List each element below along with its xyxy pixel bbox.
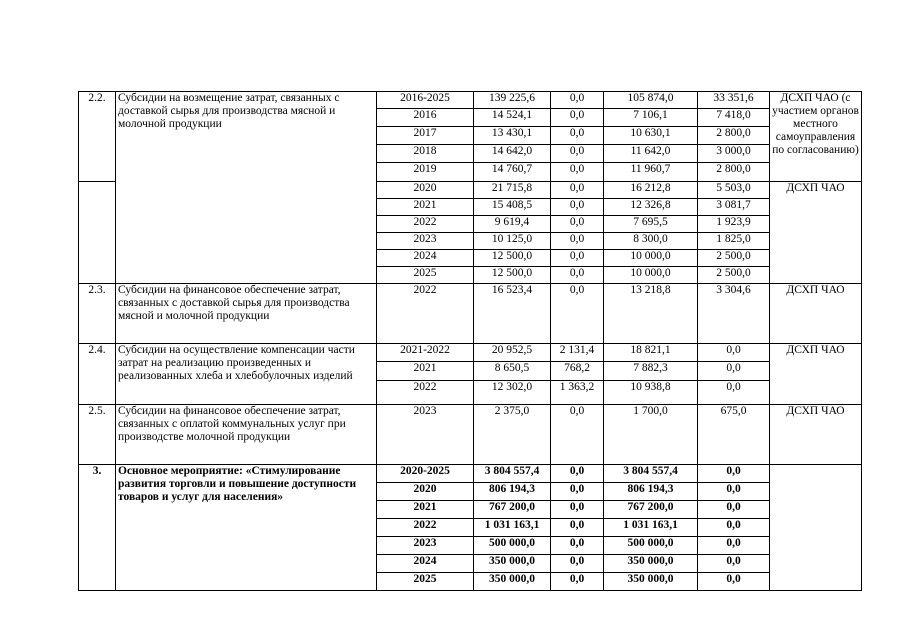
year-cell: 2020-2025 <box>377 465 474 483</box>
regional-cell: 500 000,0 <box>604 537 698 555</box>
local-cell: 3 081,7 <box>698 199 770 216</box>
local-cell: 0,0 <box>698 381 770 405</box>
executor-cell: ДСХП ЧАО (с участием органов местного самоуправления по согласованию) <box>770 92 862 182</box>
item-number: 3. <box>79 465 116 591</box>
year-cell: 2025 <box>377 573 474 591</box>
federal-cell: 0,0 <box>551 537 604 555</box>
regional-cell: 10 000,0 <box>604 267 698 284</box>
year-cell: 2025 <box>377 267 474 284</box>
executor-cell <box>770 465 862 591</box>
executor-cell: ДСХП ЧАО <box>770 405 862 465</box>
total-cell: 14 524,1 <box>474 109 551 127</box>
regional-cell: 10 000,0 <box>604 250 698 267</box>
year-cell: 2024 <box>377 555 474 573</box>
federal-cell: 0,0 <box>551 267 604 284</box>
item-number: 2.5. <box>79 405 116 465</box>
program-table <box>78 91 862 591</box>
local-cell: 2 800,0 <box>698 127 770 145</box>
local-cell: 3 304,6 <box>698 284 770 344</box>
item-number: 2.3. <box>79 284 116 344</box>
total-cell: 10 125,0 <box>474 233 551 250</box>
regional-cell: 7 695,5 <box>604 216 698 233</box>
regional-cell: 10 630,1 <box>604 127 698 145</box>
federal-cell: 1 363,2 <box>551 381 604 405</box>
local-cell: 0,0 <box>698 344 770 362</box>
total-cell: 350 000,0 <box>474 555 551 573</box>
year-cell: 2016 <box>377 109 474 127</box>
year-cell: 2019 <box>377 163 474 182</box>
total-cell: 14 760,7 <box>474 163 551 182</box>
local-cell: 2 500,0 <box>698 250 770 267</box>
total-cell: 14 642,0 <box>474 145 551 163</box>
total-cell: 15 408,5 <box>474 199 551 216</box>
federal-cell: 0,0 <box>551 555 604 573</box>
year-cell: 2022 <box>377 284 474 344</box>
year-cell: 2021 <box>377 362 474 381</box>
local-cell: 675,0 <box>698 405 770 465</box>
total-cell: 350 000,0 <box>474 573 551 591</box>
total-cell: 500 000,0 <box>474 537 551 555</box>
year-cell: 2024 <box>377 250 474 267</box>
regional-cell: 3 804 557,4 <box>604 465 698 483</box>
regional-cell: 7 106,1 <box>604 109 698 127</box>
local-cell: 0,0 <box>698 362 770 381</box>
local-cell: 0,0 <box>698 465 770 483</box>
item-description: Субсидии на финансовое обеспечение затрат, связанных с доставкой сырья для производства мясной и молочной продукции <box>116 284 377 344</box>
federal-cell: 0,0 <box>551 405 604 465</box>
table-row <box>79 344 862 362</box>
total-cell: 12 500,0 <box>474 267 551 284</box>
table-row <box>79 465 862 483</box>
year-cell: 2021-2022 <box>377 344 474 362</box>
total-cell: 16 523,4 <box>474 284 551 344</box>
federal-cell: 0,0 <box>551 163 604 182</box>
regional-cell: 8 300,0 <box>604 233 698 250</box>
item-description: Субсидии на возмещение затрат, связанных с доставкой сырья для производства мясной и молочной продукции <box>116 92 377 284</box>
total-cell: 139 225,6 <box>474 92 551 109</box>
year-cell: 2020 <box>377 182 474 199</box>
total-cell: 767 200,0 <box>474 501 551 519</box>
federal-cell: 0,0 <box>551 465 604 483</box>
year-cell: 2018 <box>377 145 474 163</box>
year-cell: 2020 <box>377 483 474 501</box>
regional-cell: 1 031 163,1 <box>604 519 698 537</box>
regional-cell: 7 882,3 <box>604 362 698 381</box>
federal-cell: 0,0 <box>551 182 604 199</box>
federal-cell: 0,0 <box>551 216 604 233</box>
federal-cell: 0,0 <box>551 573 604 591</box>
local-cell: 1 825,0 <box>698 233 770 250</box>
local-cell: 0,0 <box>698 483 770 501</box>
total-cell: 13 430,1 <box>474 127 551 145</box>
regional-cell: 11 960,7 <box>604 163 698 182</box>
total-cell: 9 619,4 <box>474 216 551 233</box>
item-description: Субсидии на финансовое обеспечение затрат, связанных с оплатой коммунальных услуг при производстве молочной продукции <box>116 405 377 465</box>
total-cell: 8 650,5 <box>474 362 551 381</box>
regional-cell: 18 821,1 <box>604 344 698 362</box>
local-cell: 0,0 <box>698 537 770 555</box>
regional-cell: 13 218,8 <box>604 284 698 344</box>
local-cell: 7 418,0 <box>698 109 770 127</box>
federal-cell: 768,2 <box>551 362 604 381</box>
regional-cell: 1 700,0 <box>604 405 698 465</box>
item-number-continued <box>79 182 116 284</box>
federal-cell: 0,0 <box>551 199 604 216</box>
regional-cell: 16 212,8 <box>604 182 698 199</box>
total-cell: 20 952,5 <box>474 344 551 362</box>
local-cell: 1 923,9 <box>698 216 770 233</box>
local-cell: 0,0 <box>698 555 770 573</box>
year-cell: 2022 <box>377 216 474 233</box>
year-cell: 2016-2025 <box>377 92 474 109</box>
local-cell: 0,0 <box>698 519 770 537</box>
total-cell: 3 804 557,4 <box>474 465 551 483</box>
item-description: Основное мероприятие: «Стимулирование развития торговли и повышение доступности товаров и услуг для населения» <box>116 465 377 591</box>
federal-cell: 2 131,4 <box>551 344 604 362</box>
table-row <box>79 405 862 465</box>
total-cell: 2 375,0 <box>474 405 551 465</box>
year-cell: 2022 <box>377 381 474 405</box>
total-cell: 21 715,8 <box>474 182 551 199</box>
federal-cell: 0,0 <box>551 233 604 250</box>
executor-cell: ДСХП ЧАО <box>770 344 862 405</box>
table-row <box>79 284 862 344</box>
executor-cell: ДСХП ЧАО <box>770 284 862 344</box>
regional-cell: 806 194,3 <box>604 483 698 501</box>
year-cell: 2023 <box>377 537 474 555</box>
regional-cell: 105 874,0 <box>604 92 698 109</box>
total-cell: 12 500,0 <box>474 250 551 267</box>
local-cell: 5 503,0 <box>698 182 770 199</box>
total-cell: 806 194,3 <box>474 483 551 501</box>
regional-cell: 12 326,8 <box>604 199 698 216</box>
total-cell: 1 031 163,1 <box>474 519 551 537</box>
federal-cell: 0,0 <box>551 92 604 109</box>
regional-cell: 10 938,8 <box>604 381 698 405</box>
year-cell: 2017 <box>377 127 474 145</box>
item-description: Субсидии на осуществление компенсации части затрат на реализацию произведенных и реализованных хлеба и хлебобулочных изделий <box>116 344 377 405</box>
table-row <box>79 92 862 109</box>
regional-cell: 767 200,0 <box>604 501 698 519</box>
item-number: 2.2. <box>79 92 116 182</box>
item-number: 2.4. <box>79 344 116 405</box>
local-cell: 2 500,0 <box>698 267 770 284</box>
year-cell: 2021 <box>377 199 474 216</box>
federal-cell: 0,0 <box>551 483 604 501</box>
federal-cell: 0,0 <box>551 519 604 537</box>
federal-cell: 0,0 <box>551 250 604 267</box>
federal-cell: 0,0 <box>551 145 604 163</box>
year-cell: 2023 <box>377 233 474 250</box>
regional-cell: 350 000,0 <box>604 555 698 573</box>
year-cell: 2021 <box>377 501 474 519</box>
year-cell: 2023 <box>377 405 474 465</box>
federal-cell: 0,0 <box>551 284 604 344</box>
executor-cell: ДСХП ЧАО <box>770 182 862 284</box>
local-cell: 0,0 <box>698 501 770 519</box>
federal-cell: 0,0 <box>551 109 604 127</box>
regional-cell: 350 000,0 <box>604 573 698 591</box>
regional-cell: 11 642,0 <box>604 145 698 163</box>
local-cell: 3 000,0 <box>698 145 770 163</box>
local-cell: 0,0 <box>698 573 770 591</box>
federal-cell: 0,0 <box>551 127 604 145</box>
federal-cell: 0,0 <box>551 501 604 519</box>
year-cell: 2022 <box>377 519 474 537</box>
local-cell: 33 351,6 <box>698 92 770 109</box>
total-cell: 12 302,0 <box>474 381 551 405</box>
local-cell: 2 800,0 <box>698 163 770 182</box>
